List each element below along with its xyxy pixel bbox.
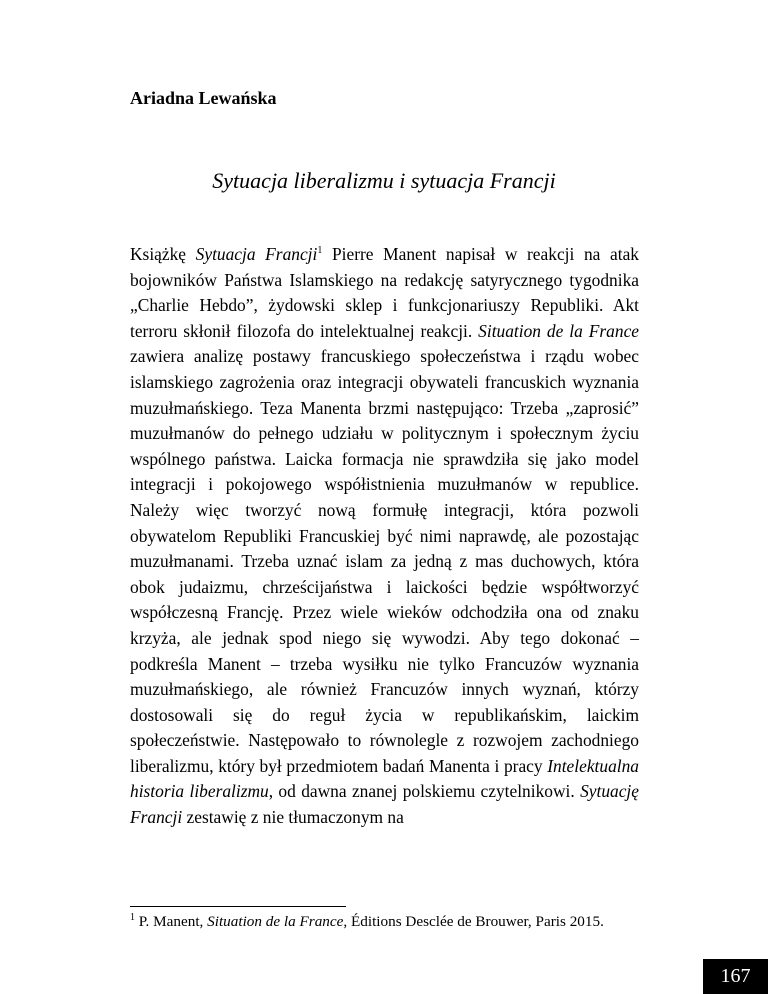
text-run: , od dawna znanej polskiemu czytelnikowi. bbox=[268, 781, 581, 802]
page-number: 167 bbox=[703, 959, 768, 994]
footnote-book-title: Situation de la France bbox=[207, 913, 344, 930]
body-text bbox=[130, 242, 639, 831]
footnote-number: 1 bbox=[130, 911, 135, 923]
article-title: Sytuacja liberalizmu i sytuacja Francji bbox=[212, 168, 556, 193]
text-run: Książkę bbox=[130, 244, 196, 264]
book-title-sytuacja-francji: Sytuacja Francji bbox=[195, 244, 318, 264]
footnote-text: P. Manent, bbox=[135, 913, 208, 930]
book-title-intelektualna-historia: Intelektualna historia liberalizmu bbox=[130, 755, 639, 802]
footnote bbox=[130, 911, 639, 933]
text-run: zestawię z nie tłumaczonym na bbox=[182, 807, 404, 828]
footnote-ref: 1 bbox=[317, 245, 323, 257]
text-run: Pierre Manent napisał w reakcji na atak bojowników Państwa Islamskiego na redakcję satyrycznego tygodnika „Charlie Hebdo”, żydowski sklep i funkcjonariuszy Republiki. Akt terroru skłonił filozofa do intelektualnej reakcji. bbox=[130, 244, 639, 341]
footnote-text: , Éditions Desclée de Brouwer, Paris 2015. bbox=[343, 913, 604, 930]
footnote-divider bbox=[130, 906, 346, 907]
author-name: Ariadna Lewańska bbox=[130, 88, 277, 108]
body-paragraph bbox=[130, 242, 639, 831]
book-title-situation-de-la-france: Situation de la France bbox=[478, 320, 640, 341]
book-title-sytuacje-francji: Sytuację Francji bbox=[130, 781, 639, 828]
text-run: zawiera analizę postawy francuskiego społeczeństwa i rządu wobec islamskiego zagrożenia oraz integracji obywateli francuskich wyznania muzułmańskiego. Teza Manenta brzmi następująco: Trzeba „zaprosić” muzułmanów do pełnego udziału w politycznym i społecznym życiu wspólnego państwa. Laicka formacja nie sprawdziła się jako model integracji i pokojowego współistnienia muzułmanów w republice. Należy więc tworzyć nową formułę integracji, która pozwoli obywatelom Republiki Francuskiej być nimi naprawdę, ale pozostając muzułmanami. Trzeba uznać islam za jedną z mas duchowych, która obok judaizmu, chrześcijaństwa i laickości będzie współtworzyć współczesną Francję. Przez wiele wieków odchodziła ona od znaku krzyża, ale jednak spod niego się wywodzi. Aby tego dokonać – podkreśla Manent – trzeba wysiłku nie tylko Francuzów wyznania muzułmańskiego, ale również Francuzów innych wyznań, którzy dostosowali się do reguł życia w republikańskim, laickim społeczeństwie. Następowało to równolegle z rozwojem zachodniego liberalizmu, który był przedmiotem badań Manenta i pracy bbox=[130, 346, 639, 776]
